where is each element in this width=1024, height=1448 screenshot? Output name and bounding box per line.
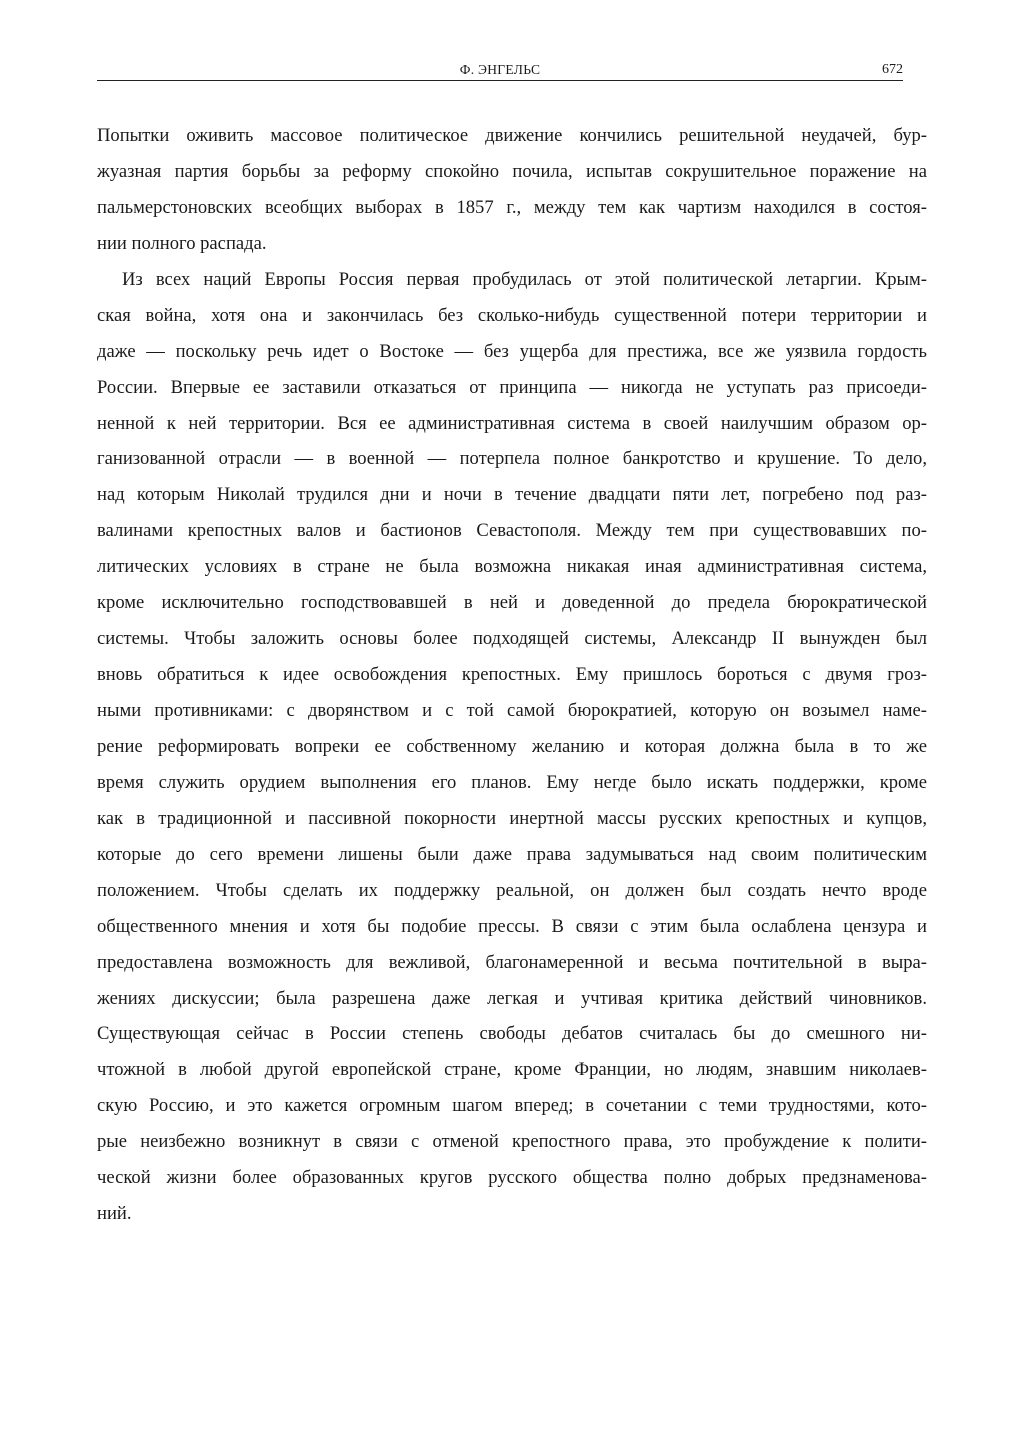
text-line: системы. Чтобы заложить основы более подходящей системы, Александр II вынужден был <box>97 628 927 650</box>
text-line: над которым Николай трудился дни и ночи в течение двадцати пяти лет, погребено под раз- <box>97 484 927 506</box>
text-line: нии полного распада. <box>97 232 267 254</box>
page-number: 672 <box>882 62 903 77</box>
text-line: предоставлена возможность для вежливой, благонамеренной и весьма почтительной в выра- <box>97 951 927 973</box>
text-line: общественного мнения и хотя бы подобие прессы. В связи с этим была ослаблена цензура и <box>97 915 927 937</box>
text-line: чтожной в любой другой европейской стране, кроме Франции, но людям, знавшим николаев- <box>97 1059 927 1081</box>
header-author-title: Ф. ЭНГЕЛЬС <box>459 62 541 77</box>
running-header <box>97 58 903 81</box>
text-line: вновь обратиться к идее освобождения крепостных. Ему пришлось бороться с двумя гроз- <box>97 664 927 686</box>
text-line: ными противниками: с дворянством и с той самой бюрократией, которую он возымел наме- <box>97 700 927 721</box>
text-line: Попытки оживить массовое политическое движение кончились решительной неудачей, бур- <box>97 125 927 146</box>
text-line: кроме исключительно господствовавшей в ней и доведенной до предела бюрократической <box>97 592 927 614</box>
text-line: России. Впервые ее заставили отказаться от принципа — никогда не уступать раз присоеди- <box>97 376 927 398</box>
text-line: ская война, хотя она и закончилась без сколько-нибудь существенной потери территории и <box>97 304 927 326</box>
text-line: даже — поскольку речь идет о Востоке — без ущерба для престижа, все же уязвила гордость <box>97 340 927 362</box>
text-line: Существующая сейчас в России степень свободы дебатов считалась бы до смешного ни- <box>97 1023 927 1045</box>
text-line: литических условиях в стране не была возможна никакая иная административная система, <box>97 556 927 578</box>
text-line: Из всех наций Европы Россия первая пробудилась от этой политической летаргии. Крым- <box>122 268 927 290</box>
paragraph <box>97 118 927 262</box>
text-line: пальмерстоновских всеобщих выборах в 1857 г., между тем как чартизм находился в состоя- <box>97 196 927 218</box>
text-line: ганизованной отрасли — в военной — потерпела полное банкротство и крушение. То дело, <box>97 448 927 470</box>
text-line: жуазная партия борьбы за реформу спокойно почила, испытав сокрушительное поражение на <box>97 160 927 182</box>
text-line: скую Россию, и это кажется огромным шагом вперед; в сочетании с теми трудностями, кото- <box>97 1095 927 1117</box>
text-line: ненной к ней территории. Вся ее административная система в своей наилучшим образом ор- <box>97 412 927 434</box>
text-line: которые до сего времени лишены были даже права задумываться над своим политическим <box>97 843 927 865</box>
text-line: жениях дискуссии; была разрешена даже легкая и учтивая критика действий чиновников. <box>97 987 927 1009</box>
text-line: валинами крепостных валов и бастионов Севастополя. Между тем при существовавших по- <box>97 520 927 542</box>
text-line: рые неизбежно возникнут в связи с отменой крепостного права, это пробуждение к полити- <box>97 1131 927 1153</box>
paragraph <box>97 262 927 1232</box>
text-line: как в традиционной и пассивной покорности инертной массы русских крепостных и купцов, <box>97 807 927 829</box>
text-line: ческой жизни более образованных кругов русского общества полно добрых предзнаменова- <box>97 1167 927 1189</box>
text-line: ний. <box>97 1203 132 1225</box>
text-line: время служить орудием выполнения его планов. Ему негде было искать поддержки, кроме <box>97 771 927 793</box>
text-line: положением. Чтобы сделать их поддержку реальной, он должен был создать нечто вроде <box>97 879 927 901</box>
body-text <box>97 118 927 1232</box>
text-line: рение реформировать вопреки ее собственному желанию и которая должна была в то же <box>97 735 927 757</box>
